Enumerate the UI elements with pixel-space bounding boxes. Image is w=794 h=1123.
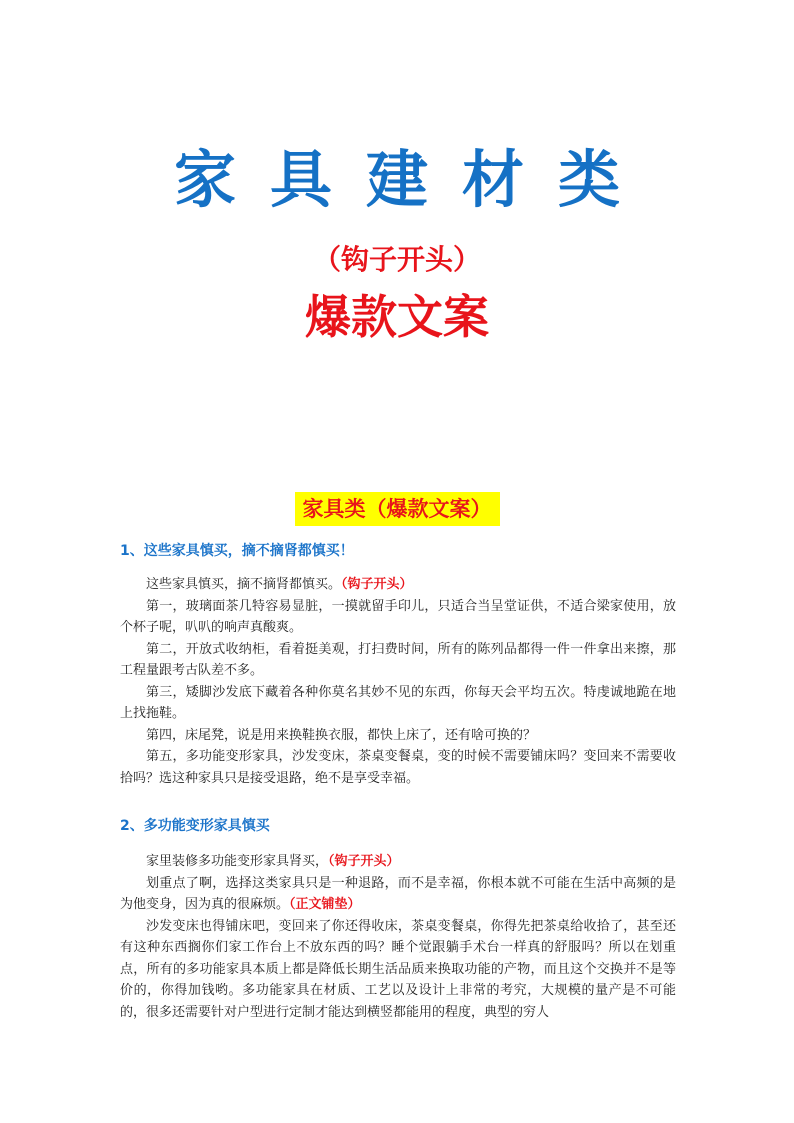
item-2-heading: 2、多功能变形家具慎买: [120, 818, 270, 834]
item-1-paragraph-1: 这些家具慎买，摘不摘肾都慎买。（钩子开头）: [146, 577, 413, 592]
section-title: 家具类（爆款文案）: [295, 492, 500, 526]
item-2-paragraph-3: 沙发变床也得铺床吧，变回来了你还得收床，茶桌变餐桌，你得先把茶桌给收拾了，甚至还有这种东西搁你们家工作台上不放东西的吗？睡个觉跟躺手术台一样真的舒服吗？所以在划重点，所有的多功能家具本质上都是降低长期生活品质来换取功能的产物，而且这个交换并不是等价的，你得加钱哟。多功能家具在材质、工艺以及设计上非常的考究，大规模的量产是不可能的，很多还需要针对户型进行定制才能达到横竖都能用的程度，典型的穷人: [120, 918, 676, 1020]
item-1-paragraph-3: 第二，开放式收纳柜，看着挺美观，打扫费时间，所有的陈列品都得一件一件拿出来擦，那工程量跟考古队差不多。: [120, 641, 676, 678]
item-1-paragraph-5: 第四，床尾凳，说是用来换鞋换衣服，都快上床了，还有啥可换的？: [146, 727, 537, 743]
item-1-paragraph-4: 第三，矮脚沙发底下藏着各种你莫名其妙不见的东西，你每天会平均五次。特虔诚地跪在地上找拖鞋。: [120, 684, 676, 721]
item-1-paragraph-2: 第一，玻璃面茶几特容易显脏，一摸就留手印儿，只适合当呈堂证供，不适合梁家使用，放个杯子呢，叭叭的响声真酸爽。: [120, 598, 676, 635]
hook-tag: （钩子开头）: [328, 854, 400, 869]
item-1-heading: 1、这些家具慎买，摘不摘肾都慎买！: [120, 543, 354, 559]
section-title-wrap: [0, 492, 794, 526]
cover-headline: 爆款文案: [305, 290, 489, 344]
article-body: [120, 540, 676, 1023]
cover-title: 家具建材类: [173, 143, 654, 216]
cover-subtitle: （钩子开头）: [312, 243, 481, 276]
item-2-paragraph-1: 家里装修多功能变形家具肾买，（钩子开头）: [146, 854, 400, 869]
item-1-paragraph-6: 第五，多功能变形家具，沙发变床，茶桌变餐桌，变的时候不需要铺床吗？变回来不需要收拾吗？选这种家具只是接受退路，绝不是享受幸福。: [120, 749, 676, 786]
body-setup-tag: （正文铺垫）: [289, 897, 361, 912]
hook-tag: （钩子开头）: [341, 577, 413, 592]
item-2-paragraph-2: 划重点了啊，选择这类家具只是一种退路，而不是幸福，你根本就不可能在生活中高频的是为他变身，因为真的很麻烦。（正文铺垫）: [120, 875, 676, 912]
